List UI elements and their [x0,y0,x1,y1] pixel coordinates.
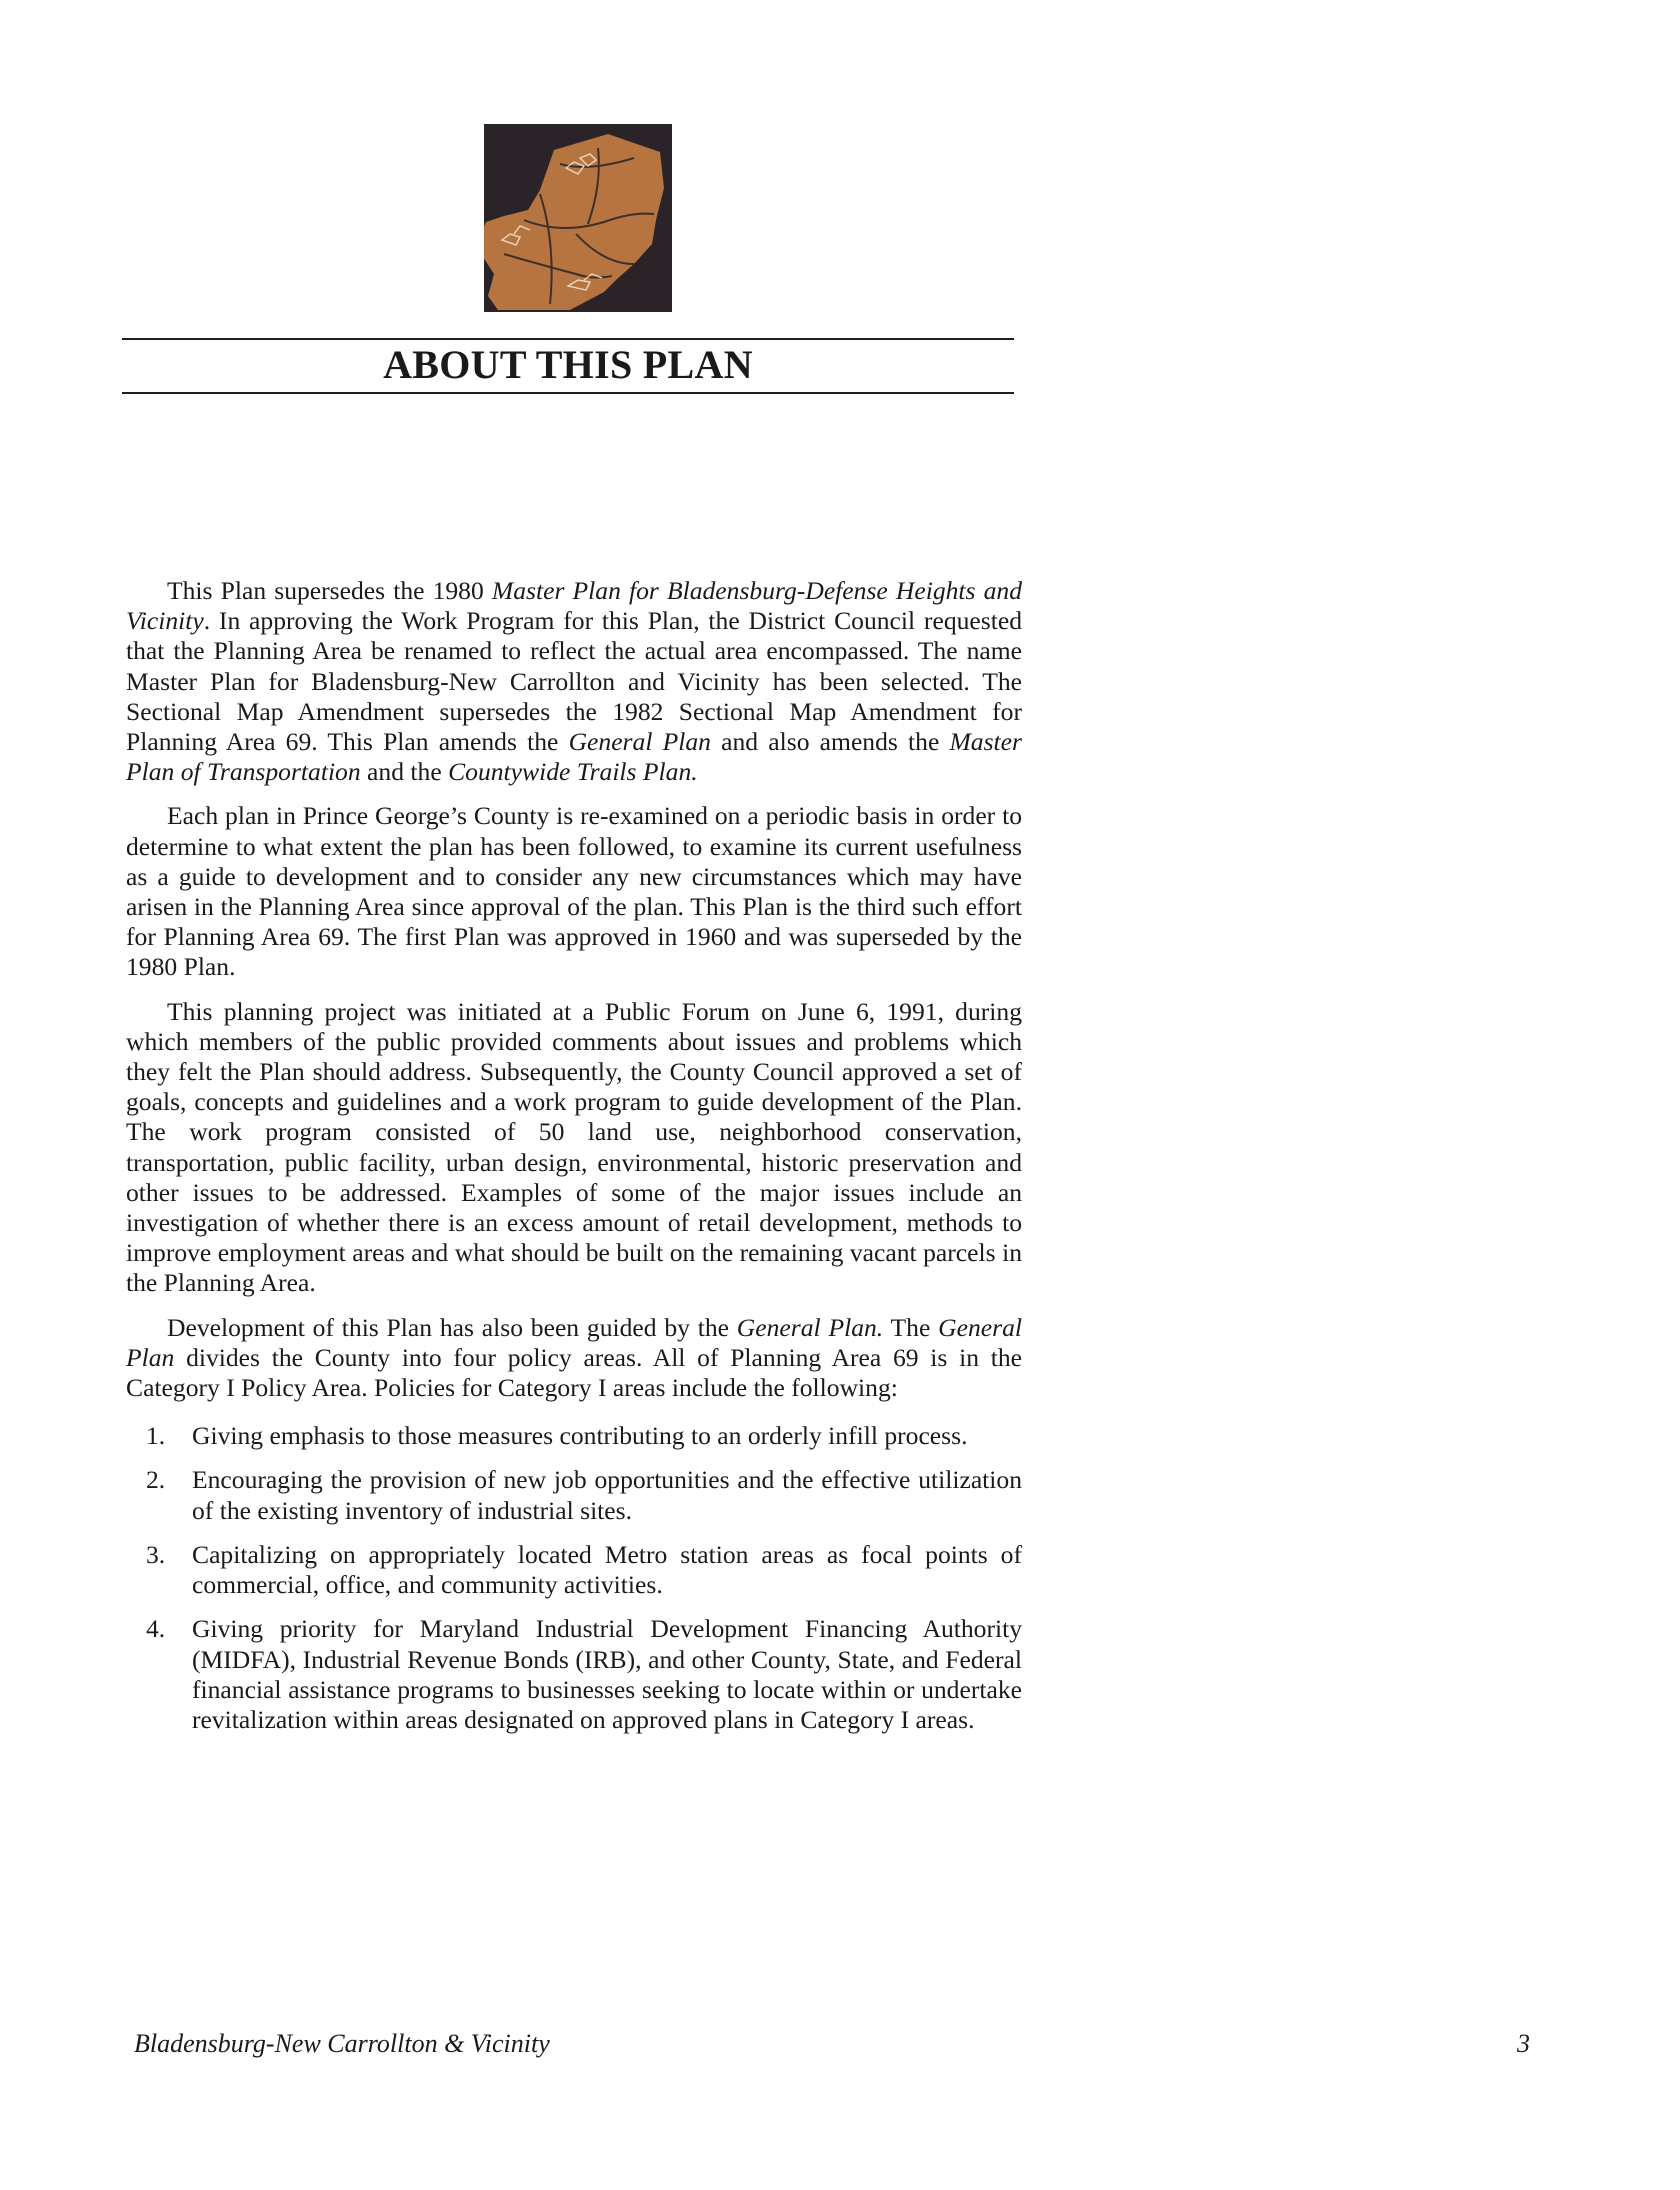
list-item-text: Giving emphasis to those measures contributing to an orderly infill process. [192,1421,968,1451]
paragraph [126,1313,1022,1404]
text-run: The [883,1312,939,1342]
body-text [126,576,1022,1749]
paragraph [126,576,1022,787]
list-item-text: Giving priority for Maryland Industrial Development Financing Authority (MIDFA), Industrial Revenue Bonds (IRB), and other County, State, and Federal financial assistance programs to businesses seeking to locate within or undertake revitalization within areas designated on approved plans in Category I areas. [192,1614,1022,1734]
footer-document-title: Bladensburg-New Carrollton & Vicinity [134,2029,550,2058]
text-run: . In approving the Work Program for this Plan, the District Council requested that the Planning Area be renamed to reflect the actual area encompassed. The name Master Plan for Bladensburg-New Carrollton and Vicinity has been selected. The Sectional Map Amendment supersedes the 1982 Sectional Map Amendment for Planning Area 69. This Plan amends the [126,606,1022,757]
list-item-text: Capitalizing on appropriately located Metro station areas as focal points of commercial, office, and community activities. [192,1539,1022,1600]
list-item-number: 1. [146,1421,166,1451]
italic-title-text: General Plan [568,727,711,757]
list-item-number: 2. [146,1465,166,1495]
italic-title-text: General Plan. [736,1312,884,1342]
text-run: This Plan supersedes the 1980 [167,576,492,605]
list-item-number: 3. [146,1539,166,1569]
italic-title-text: Master Plan for Bladensburg-Defense Heights and Vicinity [126,576,1022,636]
list-item-text: Encouraging the provision of new job opportunities and the effective utilization of the existing inventory of industrial sites. [192,1465,1022,1525]
list-item [126,1421,1022,1451]
italic-title-text: Master Plan of Transportation [126,727,1022,787]
list-item [126,1540,1022,1600]
text-run: This planning project was initiated at a Public Forum on June 6, 1991, during which members of the public provided comments about issues and problems which they felt the Plan should address. Subsequently, the County Council approved a set of goals, concepts and guidelines and a work program to guide development of the Plan. The work program consisted of 50 land use, neighborhood conservation, transportation, public facility, urban design, environmental, historic preservation and other issues to be addressed. Examples of some of the major issues include an investigation of whether there is an excess amount of retail development, methods to improve employment areas and what should be built on the remaining vacant parcels in the Planning Area. [126,996,1022,1298]
italic-title-text: Countywide Trails Plan. [448,757,698,787]
list-item [126,1465,1022,1525]
page-number: 3 [1517,2029,1530,2058]
page-title: ABOUT THIS PLAN [383,342,753,387]
italic-title-text: General Plan [126,1312,1022,1372]
text-run: and also amends the [710,727,950,757]
text-run: and the [360,757,449,787]
paragraph [126,997,1022,1299]
planning-area-map-icon [484,124,672,312]
policy-list [126,1421,1022,1735]
paragraph [126,801,1022,982]
text-run: divides the County into four policy areas. All of Planning Area 69 is in the Category I Policy Area. Policies for Category I areas include the following: [126,1342,1022,1403]
list-item-number: 4. [146,1614,166,1644]
title-rule-bottom [122,392,1014,394]
text-run: Each plan in Prince George’s County is re-examined on a periodic basis in order to determine to what extent the plan has been followed, to examine its current usefulness as a guide to development and to consider any new circumstances which may have arisen in the Planning Area since approval of the plan. This Plan is the third such effort for Planning Area 69. The first Plan was approved in 1960 and was superseded by the 1980 Plan. [126,801,1022,982]
text-run: Development of this Plan has also been guided by the [167,1312,737,1342]
list-item [126,1614,1022,1735]
